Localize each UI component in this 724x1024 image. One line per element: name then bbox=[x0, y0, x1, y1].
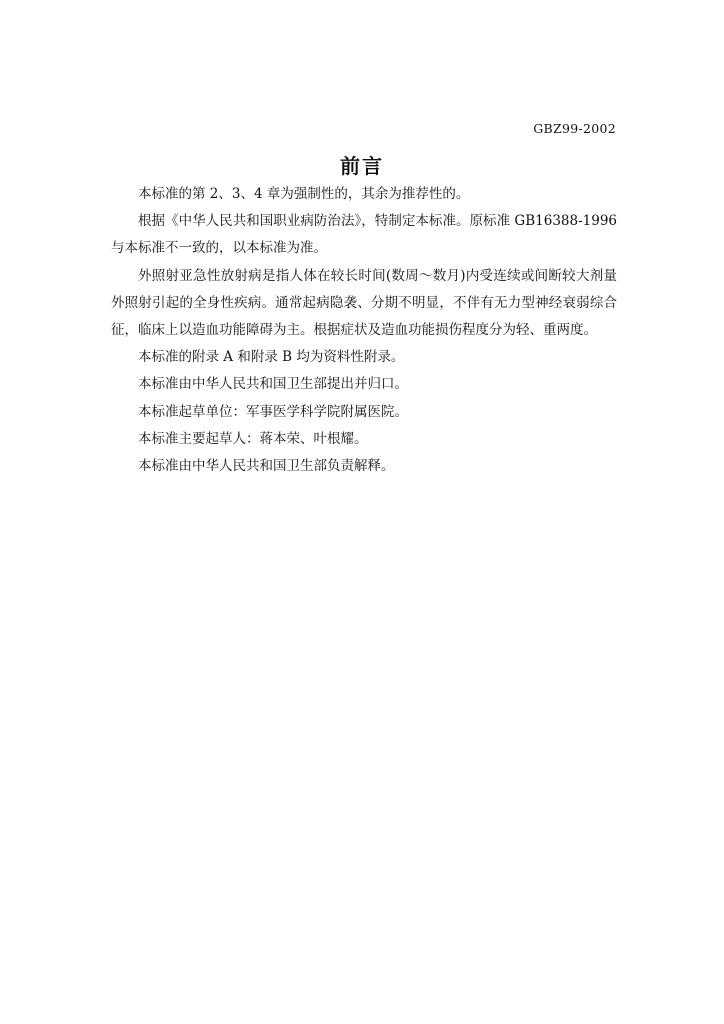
page-title: 前言 bbox=[340, 154, 384, 178]
standard-code: GBZ99-2002 bbox=[533, 121, 616, 136]
paragraph: 外照射亚急性放射病是指人体在较长时间(数周～数月)内受连续或间断较大剂量外照射引起的全身性疾病。通常起病隐袭、分期不明显，不伴有无力型神经衰弱综合征，临床上以造血功能障碍为主。根据症状及造血功能损伤程度分为轻、重两度。 bbox=[111, 267, 617, 339]
paragraph: 本标准的第 2、3、4 章为强制性的，其余为推荐性的。 bbox=[138, 186, 470, 202]
paragraph: 本标准由中华人民共和国卫生部负责解释。 bbox=[138, 458, 395, 475]
paragraph: 根据《中华人民共和国职业病防治法》，特制定本标准。原标准 GB16388-1996 与本标准不一致的，以本标准为准。 bbox=[111, 213, 617, 257]
paragraph: 本标准由中华人民共和国卫生部提出并归口。 bbox=[138, 376, 408, 393]
foreword-body bbox=[111, 181, 617, 480]
paragraph: 本标准主要起草人：蒋本荣、叶根耀。 bbox=[138, 430, 368, 447]
paragraph: 本标准的附录 A 和附录 B 均为资料性附录。 bbox=[138, 349, 405, 366]
paragraph: 本标准起草单位：军事医学科学院附属医院。 bbox=[138, 403, 408, 420]
